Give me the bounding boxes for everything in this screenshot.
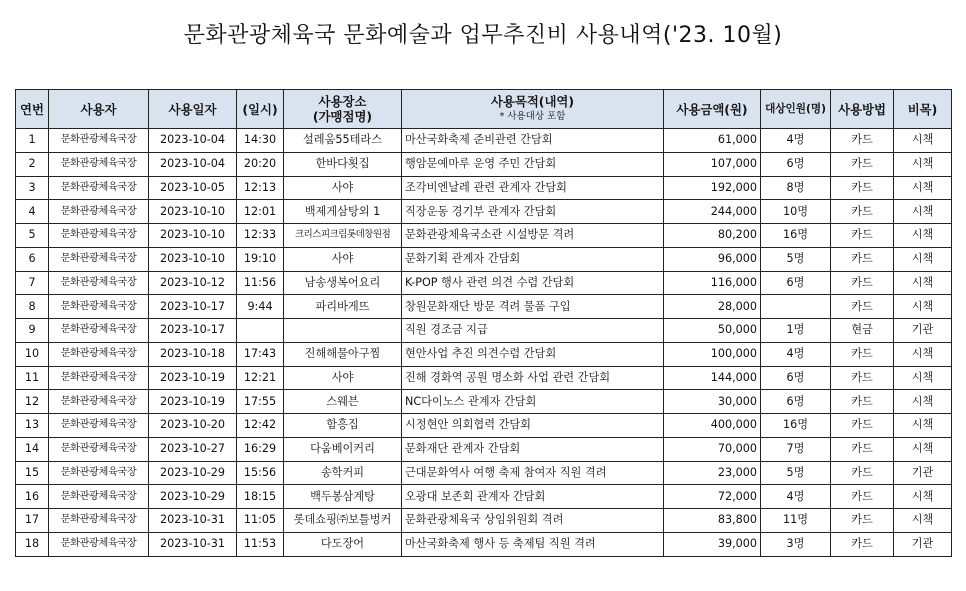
- cell-date: 2023-10-27: [149, 437, 237, 461]
- cell-people: 7명: [761, 437, 831, 461]
- cell-date: 2023-10-19: [149, 390, 237, 414]
- header-purpose-main: 사용목적(내역): [490, 94, 575, 109]
- cell-date: 2023-10-04: [149, 129, 237, 153]
- cell-date: 2023-10-10: [149, 224, 237, 248]
- header-method: 사용방법: [831, 90, 894, 129]
- cell-place: 사야: [284, 366, 402, 390]
- cell-user: 문화관광체육국장: [49, 437, 149, 461]
- cell-date: 2023-10-29: [149, 485, 237, 509]
- cell-no: 15: [16, 461, 49, 485]
- cell-no: 12: [16, 390, 49, 414]
- cell-place: 설레움55테라스: [284, 129, 402, 153]
- cell-purpose: 문화재단 관계자 간담회: [402, 437, 664, 461]
- cell-date: 2023-10-05: [149, 176, 237, 200]
- cell-place: 롯데쇼핑㈜보틀벙커: [284, 509, 402, 533]
- table-row: [16, 224, 952, 248]
- table-row: [16, 176, 952, 200]
- cell-place: 파리바게뜨: [284, 295, 402, 319]
- cell-purpose: 현안사업 추진 의견수렴 간담회: [402, 342, 664, 366]
- cell-purpose: 근대문화역사 여행 축제 참여자 직원 격려: [402, 461, 664, 485]
- header-place-sub: (가맹점명): [312, 109, 373, 124]
- cell-people: 8명: [761, 176, 831, 200]
- cell-date: 2023-10-12: [149, 271, 237, 295]
- cell-place: 스웨븐: [284, 390, 402, 414]
- cell-time: [237, 319, 284, 343]
- cell-time: 12:33: [237, 224, 284, 248]
- cell-people: 6명: [761, 390, 831, 414]
- table-row: [16, 247, 952, 271]
- table-row: [16, 271, 952, 295]
- cell-purpose: 문화관광체육국 상임위원회 격려: [402, 509, 664, 533]
- cell-method: 카드: [831, 485, 894, 509]
- cell-people: 16명: [761, 224, 831, 248]
- cell-user: 문화관광체육국장: [49, 509, 149, 533]
- cell-user: 문화관광체육국장: [49, 295, 149, 319]
- cell-user: 문화관광체육국장: [49, 271, 149, 295]
- cell-category: 시책: [894, 152, 952, 176]
- cell-no: 6: [16, 247, 49, 271]
- cell-time: 12:13: [237, 176, 284, 200]
- cell-category: 시책: [894, 342, 952, 366]
- cell-amount: 144,000: [664, 366, 761, 390]
- table-row: [16, 129, 952, 153]
- cell-no: 2: [16, 152, 49, 176]
- cell-method: 카드: [831, 129, 894, 153]
- cell-purpose: NC다이노스 관계자 간담회: [402, 390, 664, 414]
- cell-user: 문화관광체육국장: [49, 200, 149, 224]
- cell-no: 4: [16, 200, 49, 224]
- cell-people: 10명: [761, 200, 831, 224]
- cell-no: 18: [16, 532, 49, 556]
- table-body: [16, 129, 952, 557]
- table-row: [16, 295, 952, 319]
- cell-time: 11:53: [237, 532, 284, 556]
- cell-method: 카드: [831, 247, 894, 271]
- cell-method: 카드: [831, 152, 894, 176]
- cell-date: 2023-10-04: [149, 152, 237, 176]
- cell-place: 한바다횟집: [284, 152, 402, 176]
- cell-date: 2023-10-29: [149, 461, 237, 485]
- cell-user: 문화관광체육국장: [49, 366, 149, 390]
- cell-purpose: 직장운동 경기부 관계자 간담회: [402, 200, 664, 224]
- header-purpose-note: * 사용대상 포함: [499, 111, 566, 122]
- cell-people: 6명: [761, 271, 831, 295]
- cell-time: 11:56: [237, 271, 284, 295]
- cell-method: 카드: [831, 200, 894, 224]
- cell-time: 14:30: [237, 129, 284, 153]
- cell-user: 문화관광체육국장: [49, 485, 149, 509]
- cell-purpose: 조각비엔날레 관련 관계자 간담회: [402, 176, 664, 200]
- cell-method: 카드: [831, 509, 894, 533]
- cell-amount: 244,000: [664, 200, 761, 224]
- header-date: 사용일자: [149, 90, 237, 129]
- cell-category: 시책: [894, 200, 952, 224]
- table-row: [16, 390, 952, 414]
- cell-method: 카드: [831, 390, 894, 414]
- cell-method: 카드: [831, 342, 894, 366]
- cell-place: 남송생복어요리: [284, 271, 402, 295]
- cell-time: 9:44: [237, 295, 284, 319]
- cell-purpose: 마산국화축제 행사 등 축제팀 직원 격려: [402, 532, 664, 556]
- cell-people: 11명: [761, 509, 831, 533]
- cell-amount: 116,000: [664, 271, 761, 295]
- cell-method: 카드: [831, 176, 894, 200]
- cell-purpose: 마산국화축제 준비관련 간담회: [402, 129, 664, 153]
- cell-user: 문화관광체육국장: [49, 176, 149, 200]
- cell-amount: 96,000: [664, 247, 761, 271]
- cell-date: 2023-10-18: [149, 342, 237, 366]
- cell-people: 4명: [761, 342, 831, 366]
- cell-date: 2023-10-10: [149, 247, 237, 271]
- cell-date: 2023-10-17: [149, 319, 237, 343]
- cell-category: 시책: [894, 129, 952, 153]
- cell-purpose: 행암문예마루 운영 주민 간담회: [402, 152, 664, 176]
- cell-no: 3: [16, 176, 49, 200]
- cell-category: 시책: [894, 485, 952, 509]
- cell-amount: 400,000: [664, 414, 761, 438]
- cell-people: 4명: [761, 485, 831, 509]
- table-row: [16, 437, 952, 461]
- cell-category: 기관: [894, 319, 952, 343]
- cell-amount: 192,000: [664, 176, 761, 200]
- header-user: 사용자: [49, 90, 149, 129]
- cell-place: 사야: [284, 176, 402, 200]
- expense-table: [15, 89, 952, 557]
- cell-method: 카드: [831, 271, 894, 295]
- table-row: [16, 319, 952, 343]
- cell-place: 진해해물아구찜: [284, 342, 402, 366]
- cell-category: 기관: [894, 461, 952, 485]
- cell-people: 5명: [761, 461, 831, 485]
- cell-amount: 30,000: [664, 390, 761, 414]
- cell-place: 백제게삼탕외 1: [284, 200, 402, 224]
- header-purpose: [402, 90, 664, 129]
- header-no: 연번: [16, 90, 49, 129]
- cell-category: 시책: [894, 390, 952, 414]
- cell-purpose: K-POP 행사 관련 의견 수렴 간담회: [402, 271, 664, 295]
- cell-people: 16명: [761, 414, 831, 438]
- cell-time: 16:29: [237, 437, 284, 461]
- table-row: [16, 414, 952, 438]
- table-row: [16, 532, 952, 556]
- cell-no: 17: [16, 509, 49, 533]
- cell-place: [284, 319, 402, 343]
- cell-place: 송학커피: [284, 461, 402, 485]
- cell-purpose: 오광대 보존회 관계자 간담회: [402, 485, 664, 509]
- header-people: 대상인원(명): [761, 90, 831, 129]
- header-amount: 사용금액(원): [664, 90, 761, 129]
- cell-amount: 61,000: [664, 129, 761, 153]
- cell-user: 문화관광체육국장: [49, 247, 149, 271]
- document-title: 문화관광체육국 문화예술과 업무추진비 사용내역('23. 10월): [183, 23, 783, 48]
- table-header: [16, 90, 952, 129]
- cell-time: 12:42: [237, 414, 284, 438]
- cell-amount: 70,000: [664, 437, 761, 461]
- cell-category: 시책: [894, 295, 952, 319]
- cell-purpose: 문화기획 관계자 간담회: [402, 247, 664, 271]
- cell-category: 시책: [894, 271, 952, 295]
- cell-method: 카드: [831, 224, 894, 248]
- table-row: [16, 509, 952, 533]
- cell-method: 카드: [831, 366, 894, 390]
- cell-time: 19:10: [237, 247, 284, 271]
- cell-category: 기관: [894, 532, 952, 556]
- header-row: [16, 90, 952, 129]
- cell-amount: 28,000: [664, 295, 761, 319]
- cell-user: 문화관광체육국장: [49, 224, 149, 248]
- cell-date: 2023-10-19: [149, 366, 237, 390]
- header-time: (일시): [237, 90, 284, 129]
- table-row: [16, 200, 952, 224]
- table-row: [16, 461, 952, 485]
- cell-user: 문화관광체육국장: [49, 461, 149, 485]
- header-place-main: 사용장소: [318, 94, 367, 109]
- cell-place: 사야: [284, 247, 402, 271]
- cell-method: 카드: [831, 414, 894, 438]
- cell-no: 8: [16, 295, 49, 319]
- cell-date: 2023-10-20: [149, 414, 237, 438]
- cell-amount: 83,800: [664, 509, 761, 533]
- cell-user: 문화관광체육국장: [49, 414, 149, 438]
- table-row: [16, 366, 952, 390]
- cell-amount: 23,000: [664, 461, 761, 485]
- cell-method: 현금: [831, 319, 894, 343]
- cell-time: 15:56: [237, 461, 284, 485]
- cell-method: 카드: [831, 437, 894, 461]
- cell-no: 14: [16, 437, 49, 461]
- cell-place: 함흥집: [284, 414, 402, 438]
- cell-no: 7: [16, 271, 49, 295]
- cell-method: 카드: [831, 461, 894, 485]
- cell-method: 카드: [831, 532, 894, 556]
- cell-purpose: 시정현안 의회협력 간담회: [402, 414, 664, 438]
- cell-time: 11:05: [237, 509, 284, 533]
- cell-category: 시책: [894, 366, 952, 390]
- cell-user: 문화관광체육국장: [49, 532, 149, 556]
- cell-people: 5명: [761, 247, 831, 271]
- cell-amount: 80,200: [664, 224, 761, 248]
- cell-no: 5: [16, 224, 49, 248]
- cell-amount: 100,000: [664, 342, 761, 366]
- cell-category: 시책: [894, 437, 952, 461]
- cell-category: 시책: [894, 176, 952, 200]
- table-row: [16, 485, 952, 509]
- cell-date: 2023-10-31: [149, 509, 237, 533]
- cell-no: 13: [16, 414, 49, 438]
- cell-user: 문화관광체육국장: [49, 390, 149, 414]
- cell-time: 17:55: [237, 390, 284, 414]
- cell-place: 백두봉삼계탕: [284, 485, 402, 509]
- cell-category: 시책: [894, 224, 952, 248]
- cell-time: 18:15: [237, 485, 284, 509]
- table-row: [16, 342, 952, 366]
- cell-people: 6명: [761, 152, 831, 176]
- cell-time: 12:21: [237, 366, 284, 390]
- cell-place: 다움베이커리: [284, 437, 402, 461]
- cell-purpose: 창원문화재단 방문 격려 물품 구입: [402, 295, 664, 319]
- cell-category: 시책: [894, 247, 952, 271]
- cell-no: 11: [16, 366, 49, 390]
- cell-user: 문화관광체육국장: [49, 319, 149, 343]
- cell-user: 문화관광체육국장: [49, 152, 149, 176]
- cell-people: 1명: [761, 319, 831, 343]
- cell-method: 카드: [831, 295, 894, 319]
- cell-category: 시책: [894, 509, 952, 533]
- cell-people: 6명: [761, 366, 831, 390]
- cell-purpose: 진해 경화역 공원 명소화 사업 관련 간담회: [402, 366, 664, 390]
- cell-no: 10: [16, 342, 49, 366]
- cell-user: 문화관광체육국장: [49, 342, 149, 366]
- cell-place: 다도장어: [284, 532, 402, 556]
- cell-no: 16: [16, 485, 49, 509]
- header-place: [284, 90, 402, 129]
- cell-people: 3명: [761, 532, 831, 556]
- cell-user: 문화관광체육국장: [49, 129, 149, 153]
- cell-amount: 39,000: [664, 532, 761, 556]
- cell-amount: 50,000: [664, 319, 761, 343]
- cell-amount: 72,000: [664, 485, 761, 509]
- cell-no: 9: [16, 319, 49, 343]
- cell-date: 2023-10-31: [149, 532, 237, 556]
- cell-purpose: 문화관광체육국소관 시설방문 격려: [402, 224, 664, 248]
- header-category: 비목): [894, 90, 952, 129]
- cell-time: 12:01: [237, 200, 284, 224]
- cell-time: 17:43: [237, 342, 284, 366]
- cell-place: 크리스피크림롯데창원점: [284, 224, 402, 248]
- cell-time: 20:20: [237, 152, 284, 176]
- cell-people: [761, 295, 831, 319]
- cell-date: 2023-10-17: [149, 295, 237, 319]
- cell-category: 시책: [894, 414, 952, 438]
- cell-date: 2023-10-10: [149, 200, 237, 224]
- cell-purpose: 직원 경조금 지급: [402, 319, 664, 343]
- cell-no: 1: [16, 129, 49, 153]
- cell-amount: 107,000: [664, 152, 761, 176]
- cell-people: 4명: [761, 129, 831, 153]
- table-row: [16, 152, 952, 176]
